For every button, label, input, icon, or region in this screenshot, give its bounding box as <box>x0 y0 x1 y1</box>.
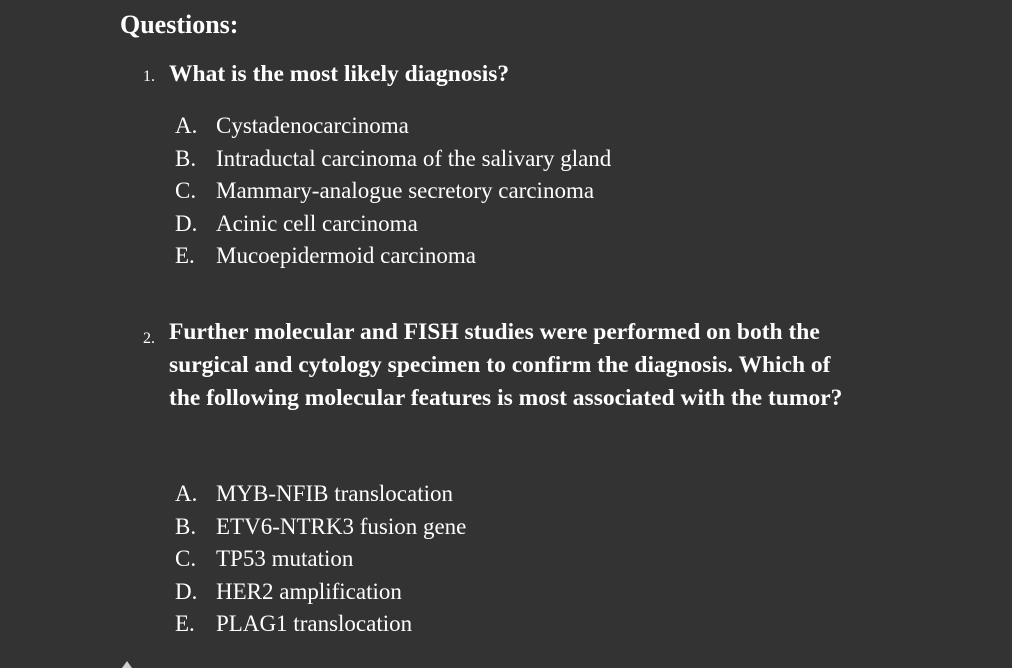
option-letter: E. <box>175 243 195 268</box>
option-text: Mammary-analogue secretory carcinoma <box>216 178 595 203</box>
answer-options <box>175 478 466 641</box>
option-letter: C. <box>175 546 197 571</box>
option-text: Mucoepidermoid carcinoma <box>216 243 476 268</box>
question-text: Further molecular and FISH studies were performed on both the surgical and cytology specimen to confirm the diagnosis. Which of the following molecular features is most associated with the tumor? <box>169 319 843 411</box>
caret-up-icon <box>122 661 132 668</box>
question-number: 2. <box>143 330 155 347</box>
option-b[interactable] <box>175 511 466 544</box>
option-letter: C. <box>175 178 197 203</box>
option-letter: B. <box>175 513 197 539</box>
option-text: MYB-NFIB translocation <box>216 481 454 506</box>
option-a[interactable] <box>175 110 611 143</box>
option-d[interactable] <box>175 208 611 241</box>
option-text: Cystadenocarcinoma <box>216 113 409 138</box>
option-letter: A. <box>175 481 198 506</box>
option-text: PLAG1 translocation <box>216 611 413 636</box>
option-letter: D. <box>175 210 198 236</box>
option-text: HER2 amplification <box>216 578 402 604</box>
option-text: Acinic cell carcinoma <box>216 210 418 236</box>
option-c[interactable] <box>175 175 611 208</box>
question-text: What is the most likely diagnosis? <box>169 61 510 87</box>
option-text: ETV6-NTRK3 fusion gene <box>216 513 467 539</box>
answer-options <box>175 110 611 273</box>
option-b[interactable] <box>175 143 611 176</box>
option-letter: D. <box>175 578 198 604</box>
option-letter: B. <box>175 145 197 171</box>
option-e[interactable] <box>175 608 466 641</box>
option-letter: A. <box>175 113 198 138</box>
option-a[interactable] <box>175 478 466 511</box>
option-c[interactable] <box>175 543 466 576</box>
option-d[interactable] <box>175 576 466 609</box>
option-text: Intraductal carcinoma of the salivary gland <box>216 145 612 171</box>
option-e[interactable] <box>175 240 611 273</box>
option-text: TP53 mutation <box>216 546 354 571</box>
question-number: 1. <box>143 68 155 85</box>
page-title: Questions: <box>120 10 239 39</box>
option-letter: E. <box>175 611 195 636</box>
